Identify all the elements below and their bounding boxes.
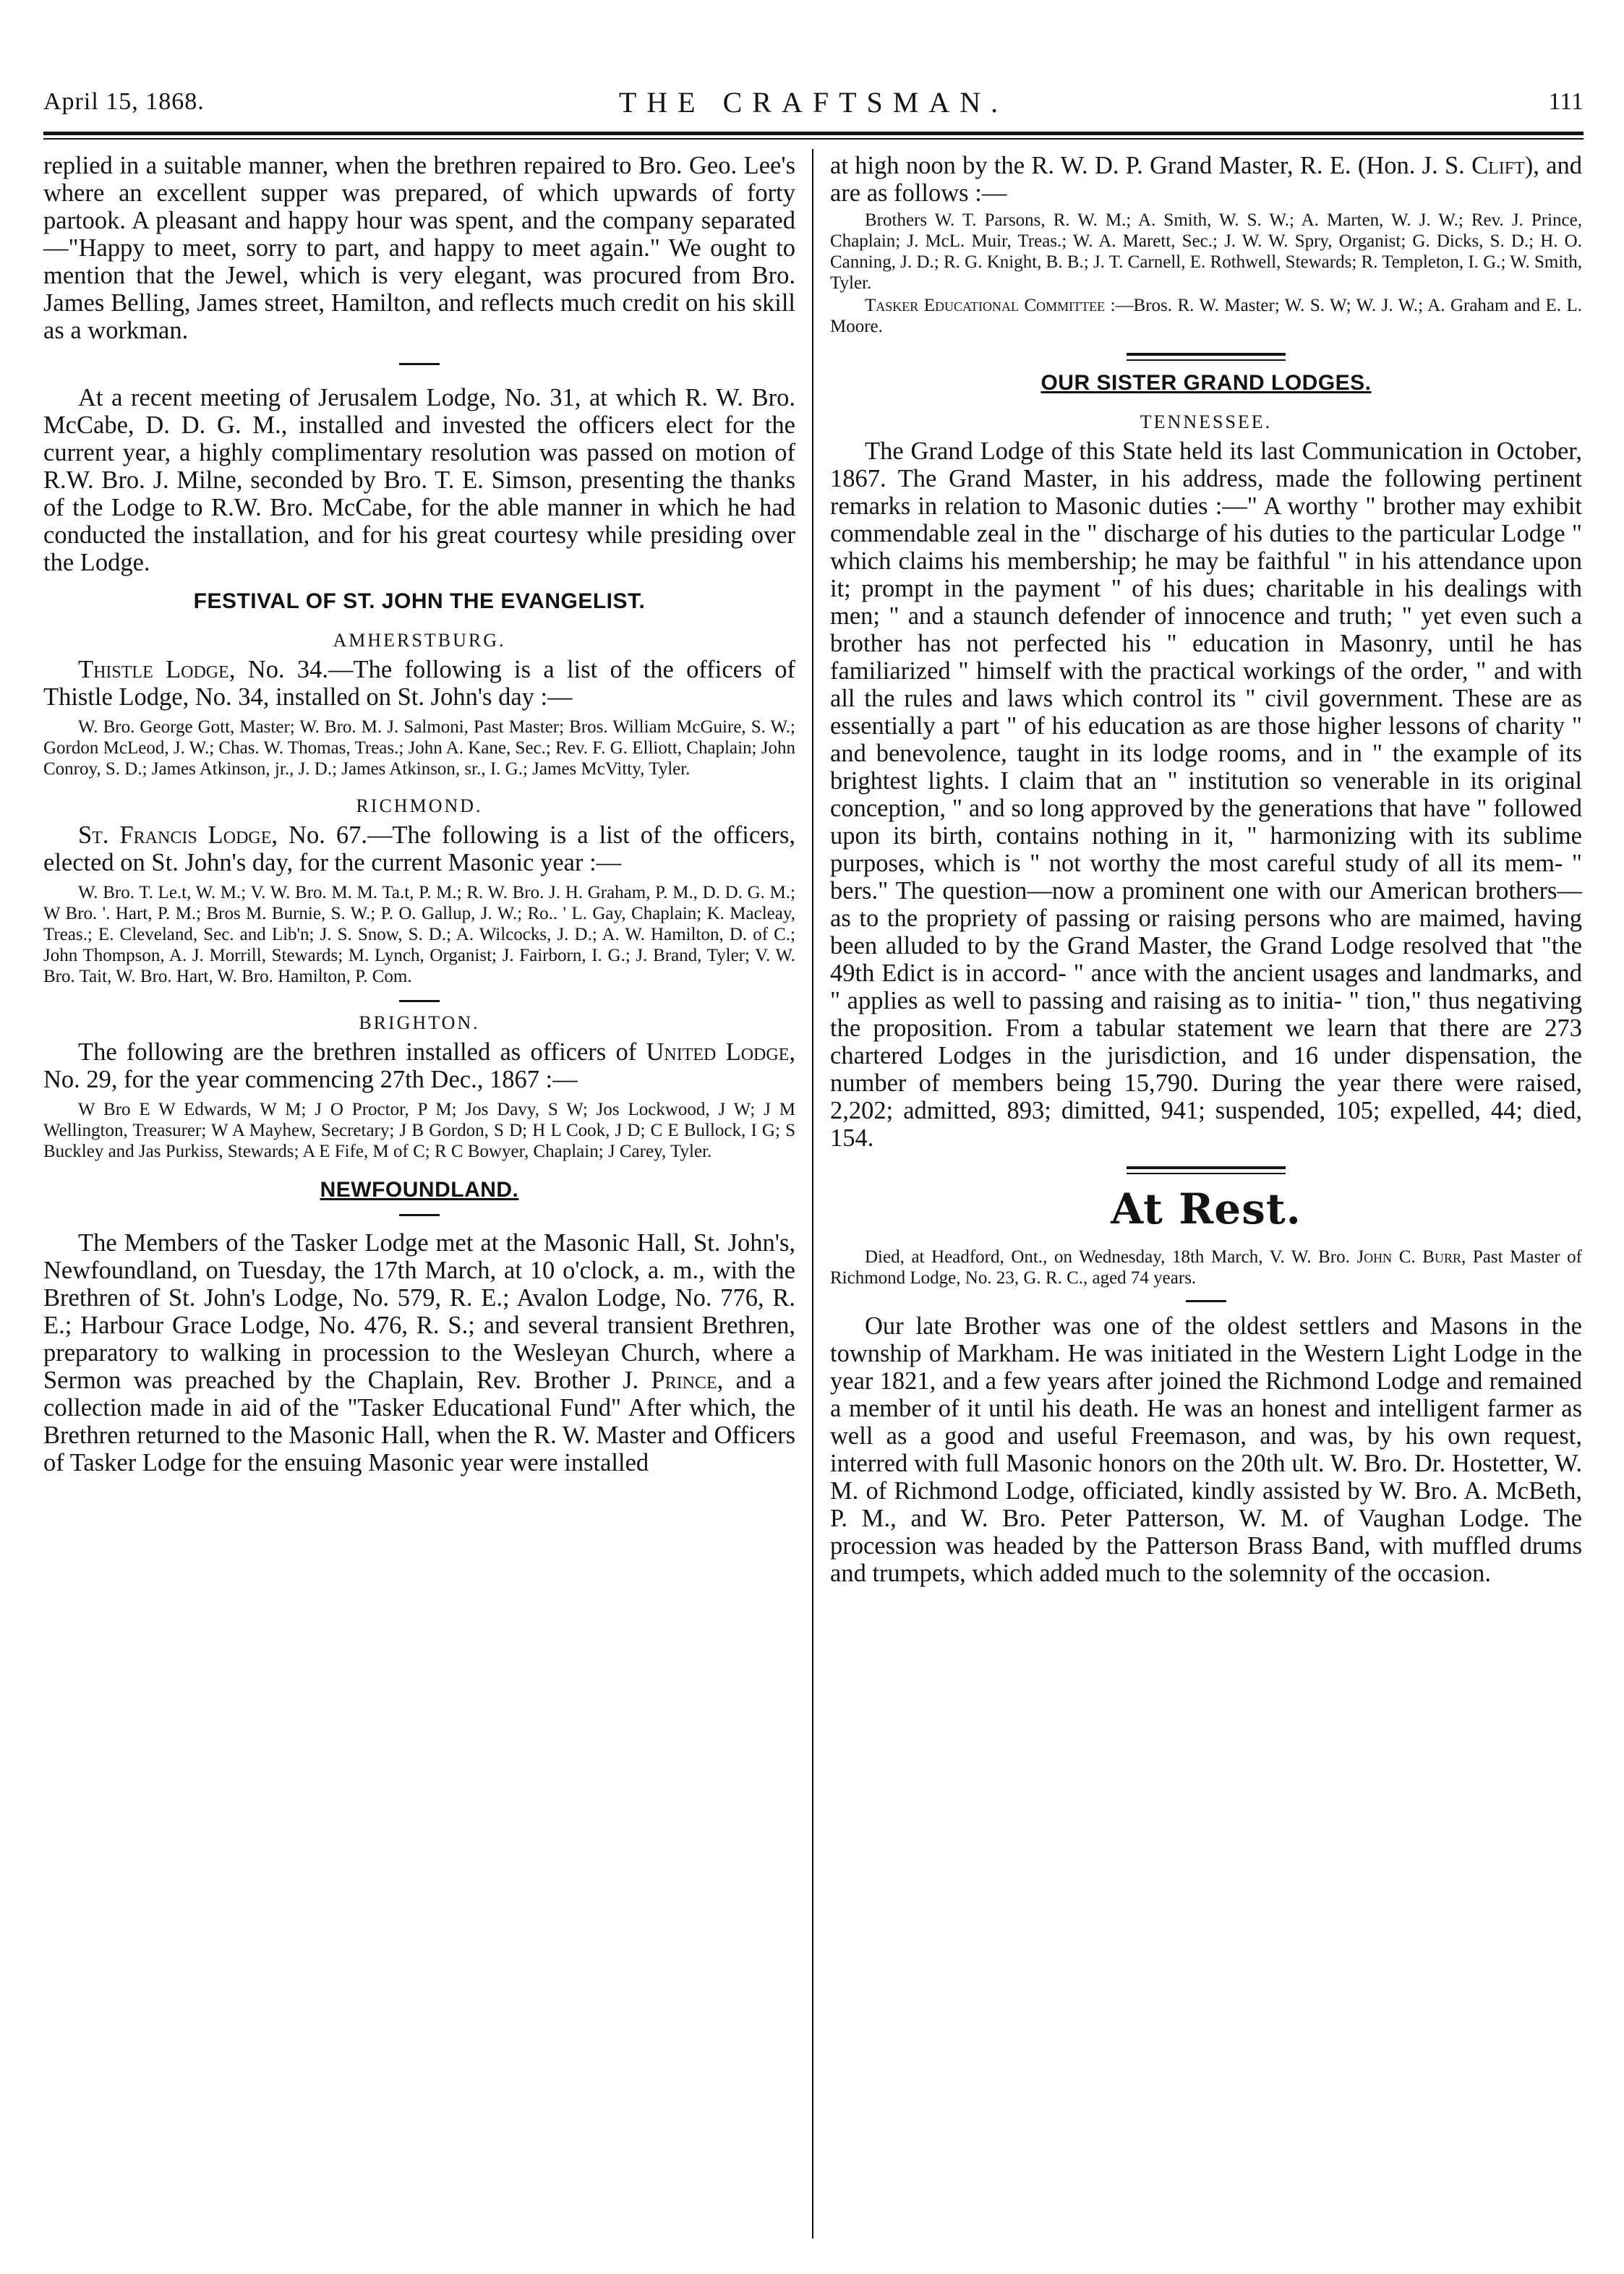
header-rule-thin — [43, 138, 1584, 140]
separator — [399, 363, 440, 365]
separator — [1186, 1300, 1226, 1302]
section-rule — [1127, 1166, 1286, 1174]
city-brighton: BRIGHTON. — [359, 1012, 480, 1033]
deceased-name: John C. Burr — [1356, 1247, 1461, 1267]
paragraph-thistle-lodge — [43, 656, 795, 711]
city-richmond: RICHMOND. — [356, 795, 483, 816]
paragraph-jerusalem-lodge: At a recent meeting of Jerusalem Lodge, No. 31, at which R. W. Bro. McCabe, D. D. G. M., installed and invested the officers elect for the current year, a highly complimentary resolution was passed on motion of R.W. Bro. J. Milne, seconded by Bro. T. E. Simson, presenting the thanks of the Lodge to R.W. Bro. McCabe, for the able manner in which he had conducted the installation, and for his great courtesy while presiding over the Lodge. — [43, 384, 795, 576]
paragraph-obituary: Our late Brother was one of the oldest settlers and Masons in the township of Markham. He was initiated in the Western Light Lodge in the year 1821, and a few years after joined the Richmond Lodge and remained a member of it until his death. He was an honest and intelligent farmer as well as a good and useful Freemason, and was, by his own request, interred with full Masonic honors on the 20th ult. W. Bro. Dr. Hostetter, W. M. of Richmond Lodge, officiated, kindly assisted by W. Bro. A. McBeth, P. M., and W. Bro. Peter Patterson, W. M. of Vaughan Lodge. The procession was headed by the Patterson Brass Band, with muffled drums and trumpets, which added much to the solemnity of the occasion. — [830, 1312, 1582, 1587]
paragraph-continued: replied in a suitable manner, when the brethren repaired to Bro. Geo. Lee's where an excellent supper was prepared, of which upwards of forty partook. A pleasant and happy hour was spent, and the company separated—"Happy to meet, sorry to part, and happy to meet again." We ought to mention that the Jewel, which is very elegant, was procured from Bro. James Belling, James street, Hamilton, and reflects much credit on his skill as a workman. — [43, 152, 795, 344]
section-heading-festival: FESTIVAL OF ST. JOHN THE EVANGELIST. — [193, 589, 646, 613]
lodge-name: Thistle Lodge — [78, 656, 229, 683]
publication-title: THE CRAFTSMAN. — [618, 86, 1009, 119]
notice-text: Died, at Headford, Ont., on Wednesday, 18th March, V. W. Bro. — [865, 1247, 1357, 1267]
paragraph-st-francis-lodge — [43, 821, 795, 876]
paragraph-text: ), and are as follows :— — [830, 152, 1582, 207]
left-column — [43, 152, 795, 1476]
section-heading-newfoundland: NEWFOUNDLAND. — [320, 1178, 519, 1202]
city-amherstburg: AMHERSTBURG. — [333, 630, 506, 651]
lodge-name: St. Francis Lodge — [78, 821, 272, 849]
separator — [399, 1000, 440, 1002]
paragraph-text: , No. 29, for the year commencing 27th Dec., 1867 :— — [43, 1038, 795, 1093]
officers-list-united: W Bro E W Edwards, W M; J O Proctor, P M; Jos Davy, S W; Jos Lockwood, J W; J M Wellington, Treasurer; W A Mayhew, Secretary; J B Gordon, S D; H L Cook, J D; C E Bullock, I G; S Buckley and Jas Purkiss, Stewards; A E Fife, M of C; R C Bowyer, Chaplain; J Carey, Tyler. — [43, 1100, 795, 1161]
paragraph-text: The following are the brethren installed as officers of — [78, 1038, 646, 1066]
paragraph-text: The Members of the Tasker Lodge met at the Masonic Hall, St. John's, Newfoundland, on Tuesday, the 17th March, at 10 o'clock, a. m., with the Brethren of St. John's Lodge, No. 579, R. E.; Avalon Lodge, No. 776, R. E.; Harbour Grace Lodge, No. 476, R. S.; and several transient Brethren, preparatory to walking in procession to the Wesleyan Church, where a Sermon was preached by the Chaplain, Rev. Brother J. — [43, 1229, 795, 1394]
committee-list — [830, 295, 1582, 337]
right-column — [830, 152, 1582, 1587]
person-name: Clift — [1471, 152, 1525, 179]
paragraph-continued — [830, 152, 1582, 207]
issue-date: April 15, 1868. — [43, 88, 205, 115]
newspaper-page — [43, 85, 1584, 2240]
paragraph-tennessee: The Grand Lodge of this State held its last Communication in October, 1867. The Grand Master, in his address, made the following pertinent remarks in relation to Masonic duties :—" A worthy " brother may exhibit commendable zeal in the " discharge of his duties to the particular Lodge " which claims his membership; he may be faithful " in his attendance upon it; prompt in the payment " of his dues; charitable in his dealings with men; " and a staunch defender of innocence and truth; " yet even such a brother has not perfected his " education in Masonry, until he has familiarized " himself with the practical workings of the order, " and with all the rules and laws which control its " civil government. These are as essentially a part " of his education as are those higher lessons of charity " and benevolence, taught in its lodge rooms, and in " the example of its brightest lights. I claim that an " institution so venerable in its original conception, " and so long approved by the generations that have " followed upon its birth, contains nothing in it, " harmonizing with its sublime purposes, which is " not worthy the most careful study of all its mem- " bers." The question—now a prominent one with our American brothers—as to the propriety of passing or raising persons who are maimed, having been alluded to by the Grand Master, the Grand Lodge resolved that "the 49th Edict is in accord- " ance with the ancient usages and landmarks, and " applies as well to passing and raising as to initia- " tion," thus negativing the proposition. From a tabular statement we learn that there are 273 chartered Lodges in the jurisdiction, and 16 under dispensation, the number of members being 15,790. During the year there were raised, 2,202; admitted, 893; dimitted, 941; suspended, 105; expelled, 44; died, 154. — [830, 437, 1582, 1152]
officers-list-tasker: Brothers W. T. Parsons, R. W. M.; A. Smith, W. S. W.; A. Marten, W. J. W.; Rev. J. Prince, Chaplain; J. McL. Muir, Treas.; W. A. Marett, Sec.; J. W. W. Spry, Organist; G. Dicks, S. D.; H. O. Canning, J. D.; R. G. Knight, B. B.; J. T. Carnell, E. Rothwell, Stewards; R. Templeton, I. G.; W. Smith, Tyler. — [830, 210, 1582, 293]
section-heading-at-rest: At Rest. — [1111, 1184, 1302, 1234]
notice-text: , Past Master of Richmond Lodge, No. 23, G. R. C., aged 74 years. — [830, 1247, 1582, 1288]
paragraph-text: , No. 67.—The following is a list of the officers, elected on St. John's day, for the current Masonic year :— — [43, 821, 795, 876]
page-number: 111 — [1548, 88, 1584, 115]
officers-list-thistle: W. Bro. George Gott, Master; W. Bro. M. J. Salmoni, Past Master; Bros. William McGuire, S. W.; Gordon McLeod, J. W.; Chas. W. Thomas, Treas.; John A. Kane, Sec.; Rev. F. G. Elliott, Chaplain; John Conroy, S. D.; James Atkinson, jr., J. D.; James Atkinson, sr., I. G.; James McVitty, Tyler. — [43, 717, 795, 779]
chaplain-name: Prince — [651, 1367, 717, 1394]
section-heading-sister-lodges: OUR SISTER GRAND LODGES. — [1040, 371, 1372, 395]
lodge-name: United Lodge — [646, 1038, 790, 1066]
separator — [399, 1214, 440, 1216]
death-notice — [830, 1247, 1582, 1288]
state-tennessee: TENNESSEE. — [1140, 411, 1273, 432]
header-rule — [43, 132, 1584, 135]
column-divider — [812, 149, 813, 2239]
section-rule — [1127, 353, 1286, 361]
page-header — [43, 85, 1584, 123]
list-text: :—Bros. R. W. Master; W. S. W; W. J. W.; A. Graham and E. L. Moore. — [830, 296, 1582, 336]
committee-name: Tasker Educational Committee — [865, 296, 1106, 315]
paragraph-united-lodge — [43, 1038, 795, 1093]
paragraph-tasker-lodge — [43, 1229, 795, 1476]
paragraph-text: , No. 34.—The following is a list of the officers of Thistle Lodge, No. 34, installed on St. John's day :— — [43, 656, 795, 711]
officers-list-st-francis: W. Bro. T. Le.t, W. M.; V. W. Bro. M. M. Ta.t, P. M.; R. W. Bro. J. H. Graham, P. M., D. D. G. M.; W Bro. '. Hart, P. M.; Bros M. Burnie, S. W.; P. O. Gallup, J. W.; Ro.. ' L. Gay, Chaplain; K. Macleay, Treas.; E. Cleveland, Sec. and Lib'n; J. S. Snow, S. D.; A. Wilcocks, J. D.; A. W. Hamilton, D. of C.; John Thompson, A. J. Morrill, Stewards; M. Lynch, Organist; J. Fairborn, I. G.; J. Brand, Tyler; V. W. Bro. Tait, W. Bro. Hart, W. Bro. Hamilton, P. Com. — [43, 883, 795, 986]
paragraph-text: , and a collection made in aid of the "Tasker Educational Fund" After which, the Brethren returned to the Masonic Hall, when the R. W. Master and Officers of Tasker Lodge for the ensuing Masonic year were installed — [43, 1367, 795, 1476]
paragraph-text: at high noon by the R. W. D. P. Grand Master, R. E. (Hon. J. S. — [830, 152, 1472, 179]
